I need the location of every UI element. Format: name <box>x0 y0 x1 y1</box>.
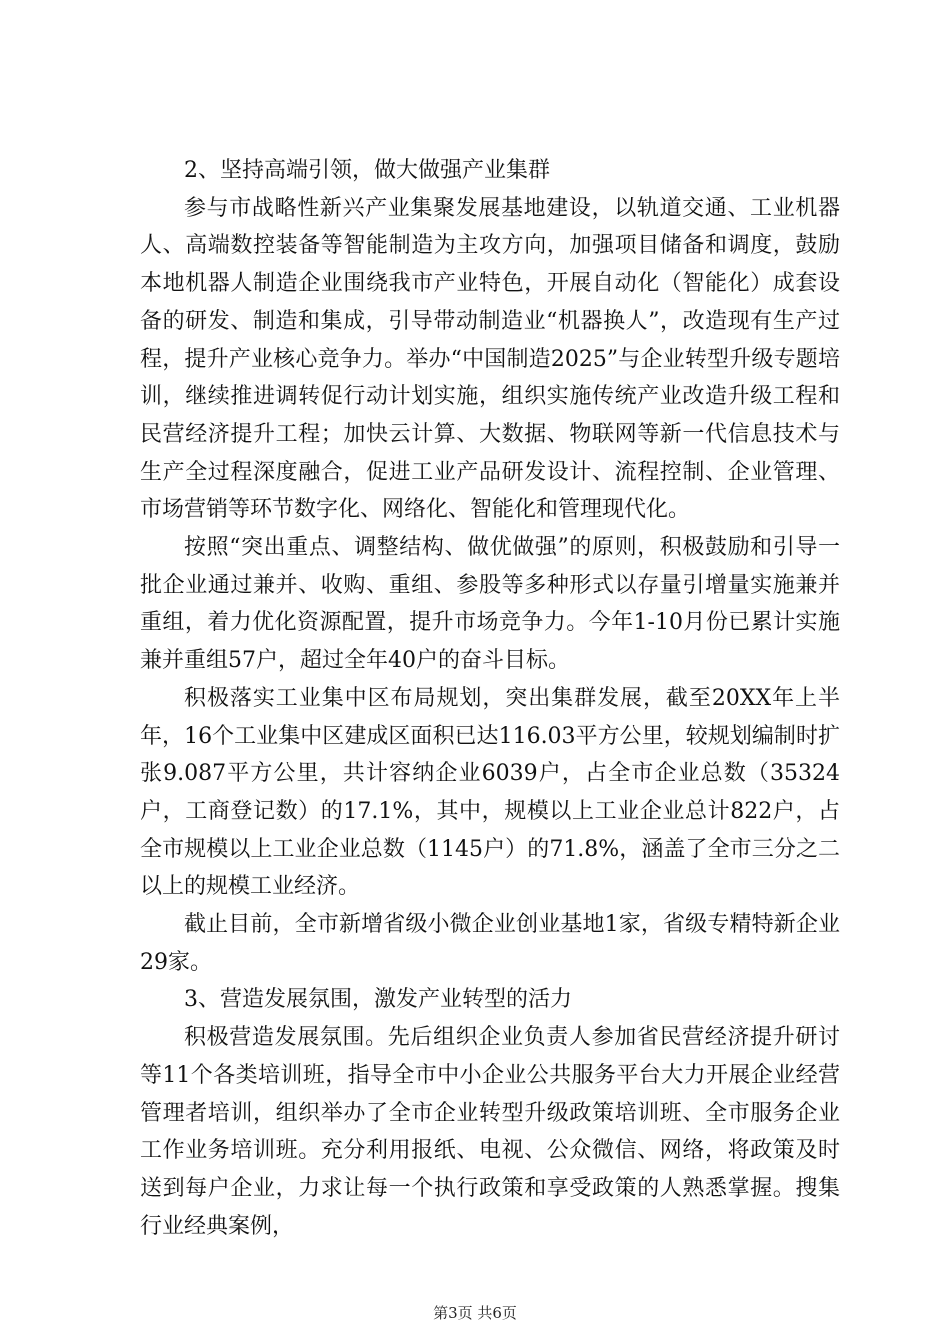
paragraph-new-bases: 截止目前，全市新增省级小微企业创业基地1家，省级专精特新企业29家。 <box>140 912 840 975</box>
document-body <box>140 152 840 1245</box>
paragraph-mergers: 按照“突出重点、调整结构、做优做强”的原则，积极鼓励和引导一批企业通过兼并、收购、重组、参股等多种形式以存量引增量实施兼并重组，着力优化资源配置，提升市场竞争力。今年1-10月份已累计实施兼并重组57户，超过全年40户的奋斗目标。 <box>140 535 840 674</box>
paragraph-atmosphere: 积极营造发展氛围。先后组织企业负责人参加省民营经济提升研讨等11个各类培训班，指导全市中小企业公共服务平台大力开展企业经营管理者培训，组织举办了全市企业转型升级政策培训班、全市服务企业工作业务培训班。充分利用报纸、电视、公众微信、网络，将政策及时送到每户企业，力求让每一个执行政策和享受政策的人熟悉掌握。搜集行业经典案例， <box>140 1025 840 1239</box>
paragraph-smart-manufacturing: 参与市战略性新兴产业集聚发展基地建设，以轨道交通、工业机器人、高端数控装备等智能制造为主攻方向，加强项目储备和调度，鼓励本地机器人制造企业围绕我市产业特色，开展自动化（智能化）成套设备的研发、制造和集成，引导带动制造业“机器换人”，改造现有生产过程，提升产业核心竞争力。举办“中国制造2025”与企业转型升级专题培训，继续推进调转促行动计划实施，组织实施传统产业改造升级工程和民营经济提升工程；加快云计算、大数据、物联网等新一代信息技术与生产全过程深度融合，促进工业产品研发设计、流程控制、企业管理、市场营销等环节数字化、网络化、智能化和管理现代化。 <box>140 195 840 523</box>
section-heading-3: 3、营造发展氛围，激发产业转型的活力 <box>184 987 572 1013</box>
page-footer: 第3页 共6页 <box>433 1304 517 1322</box>
section-heading-2: 2、坚持高端引领，做大做强产业集群 <box>184 158 550 183</box>
paragraph-industrial-zones: 积极落实工业集中区布局规划，突出集群发展，截至20XX年上半年，16个工业集中区建成区面积已达116.03平方公里，较规划编制时扩张9.087平方公里，共计容纳企业6039户，占全市企业总数（35324户，工商登记数）的17.1%，其中，规模以上工业企业总计822户，占全市规模以上工业企业总数（1145户）的71.8%，涵盖了全市三分之二以上的规模工业经济。 <box>140 685 840 900</box>
